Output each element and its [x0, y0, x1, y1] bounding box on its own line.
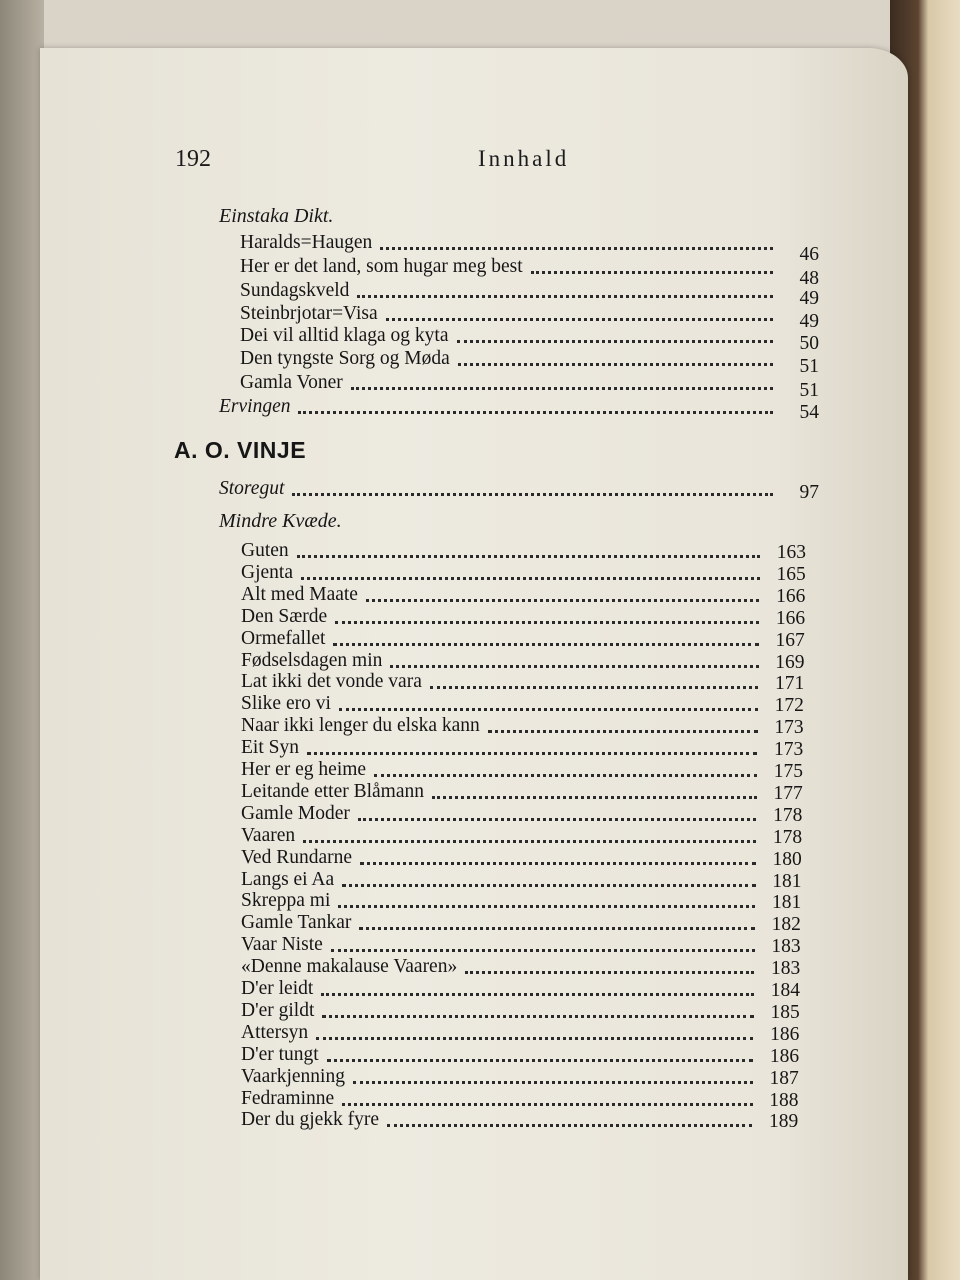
toc-entry: [241, 627, 805, 651]
entry-title: Haralds=Haugen: [240, 232, 373, 253]
entry-title: Gamle Moder: [241, 802, 350, 824]
toc-entry: [241, 693, 804, 717]
entry-title: D'er leidt: [241, 978, 314, 999]
entry-title: Den Særde: [241, 605, 328, 627]
entry-page: 171: [774, 673, 805, 695]
entry-page: 178: [772, 826, 803, 848]
entry-title: Guten: [241, 540, 289, 561]
entry-page: 50: [799, 333, 819, 354]
dot-leader: [458, 363, 773, 366]
dot-leader: [333, 643, 758, 646]
dot-leader: [335, 621, 759, 624]
toc-entry: [241, 890, 802, 914]
entry-page: 167: [775, 629, 805, 651]
entry-title: Sundagskveld: [240, 280, 350, 301]
toc-entry: [241, 999, 800, 1023]
toc-entry: [241, 715, 804, 739]
dot-leader: [342, 884, 755, 887]
page-number: 192: [175, 146, 211, 172]
dot-leader: [366, 599, 759, 602]
toc-entry-ervingen: [219, 396, 819, 423]
toc-entry: [240, 372, 819, 401]
entry-title: Naar ikki lenger du elska kann: [241, 715, 480, 737]
entry-page: 51: [799, 380, 819, 401]
toc-entry: [241, 868, 802, 892]
entry-page: 181: [771, 892, 802, 914]
entry-page: 189: [768, 1111, 799, 1133]
dot-leader: [301, 577, 760, 580]
entry-title: Ervingen: [219, 396, 291, 417]
dot-leader: [298, 411, 773, 414]
toc-entry: [241, 1065, 799, 1089]
dot-leader: [488, 730, 758, 733]
toc-entry: [240, 348, 819, 377]
entry-page: 165: [776, 563, 806, 585]
toc-entry: [240, 303, 819, 332]
dot-leader: [339, 708, 758, 711]
entry-title: Fødselsdagen min: [241, 649, 383, 671]
entry-page: 178: [773, 804, 803, 826]
entry-title: Attersyn: [241, 1021, 309, 1043]
entry-page: 175: [773, 761, 803, 782]
entry-title: Gamla Voner: [240, 372, 343, 393]
dot-leader: [359, 927, 755, 930]
entry-title: Gjenta: [241, 561, 293, 583]
toc-entry: [241, 912, 801, 936]
section-heading-mindre-kvaede: Mindre Kvæde.: [219, 510, 342, 532]
dot-leader: [338, 905, 755, 908]
entry-title: Lat ikki det vonde vara: [241, 671, 422, 693]
toc-entry: [241, 561, 806, 585]
toc-entry-storegut: [219, 478, 819, 503]
entry-page: 183: [771, 958, 801, 980]
dot-leader: [322, 1015, 753, 1018]
toc-entry: [241, 1087, 799, 1111]
entry-title: Ved Rundarne: [241, 846, 353, 868]
dot-leader: [297, 555, 760, 558]
entry-title: Alt med Maate: [241, 583, 358, 605]
toc-entry: [241, 934, 801, 958]
entry-page: 173: [774, 739, 804, 761]
entry-title: «Denne makalause Vaaren»: [241, 956, 458, 978]
entry-page: 181: [772, 870, 802, 892]
toc-entry: [241, 540, 806, 563]
dot-leader: [465, 971, 754, 974]
dot-leader: [351, 387, 773, 390]
entry-title: D'er tungt: [241, 1043, 319, 1065]
toc-entry: [241, 956, 801, 980]
section-heading-einstaka-dikt: Einstaka Dikt.: [219, 205, 334, 227]
entry-page: 186: [770, 1023, 800, 1045]
dot-leader: [357, 295, 773, 298]
entry-page: 183: [771, 936, 801, 958]
entry-title: Der du gjekk fyre: [241, 1109, 380, 1131]
entry-page: 173: [774, 717, 804, 739]
dot-leader: [321, 993, 754, 996]
entry-page: 49: [799, 311, 819, 332]
entry-page: 169: [775, 651, 805, 673]
entry-title: Fedraminne: [241, 1087, 335, 1109]
toc-entry: [241, 824, 803, 848]
dot-leader: [327, 1059, 753, 1062]
entry-title: Vaaren: [241, 824, 296, 846]
entry-page: 177: [773, 782, 803, 804]
entry-page: 97: [799, 482, 819, 503]
toc-entry: [241, 671, 805, 695]
entry-page: 172: [774, 695, 804, 717]
dot-leader: [342, 1103, 752, 1106]
toc-entry: [241, 759, 803, 782]
dot-leader: [316, 1037, 753, 1040]
toc-entry: [241, 737, 804, 761]
dot-leader: [358, 818, 757, 821]
entry-title: Skreppa mi: [241, 890, 331, 912]
entry-title: Eit Syn: [241, 737, 299, 759]
toc-entry: [241, 846, 802, 870]
entry-page: 166: [775, 607, 806, 629]
dot-leader: [531, 271, 773, 274]
toc-entry: [241, 978, 800, 1001]
dot-leader: [387, 1124, 752, 1127]
toc-entry: [240, 325, 819, 354]
toc-entry: [241, 605, 806, 629]
dot-leader: [331, 949, 755, 952]
dot-leader: [307, 752, 757, 755]
dot-leader: [380, 247, 773, 250]
dot-leader: [430, 686, 758, 689]
entry-title: Gamle Tankar: [241, 912, 352, 934]
entry-title: Steinbrjotar=Visa: [240, 303, 378, 324]
entry-title: Dei vil alltid klaga og kyta: [240, 325, 449, 346]
entry-title: Leitande etter Blåmann: [241, 780, 425, 802]
dot-leader: [390, 665, 758, 668]
entry-title: Her er det land, som hugar meg best: [240, 256, 523, 277]
entry-page: 49: [799, 288, 819, 309]
author-heading: A. O. VINJE: [174, 437, 307, 463]
entry-page: 186: [769, 1045, 800, 1067]
dot-leader: [457, 340, 774, 343]
running-title: Innhald: [478, 146, 570, 171]
entry-page: 185: [770, 1001, 800, 1023]
entry-page: 163: [776, 542, 806, 563]
dot-leader: [360, 862, 756, 865]
toc-entry: [241, 1109, 799, 1133]
entry-title: Den tyngste Sorg og Møda: [240, 348, 450, 369]
dot-leader: [292, 493, 773, 496]
toc-entry: [241, 1021, 800, 1045]
toc-entry: [240, 256, 819, 289]
entry-title: Ormefallet: [241, 627, 326, 649]
dot-leader: [432, 796, 757, 799]
entry-title: D'er gildt: [241, 999, 315, 1021]
dot-leader: [353, 1081, 753, 1084]
toc-entry: [241, 583, 806, 607]
entry-title: Her er eg heime: [241, 759, 367, 780]
entry-page: 182: [771, 914, 801, 936]
entry-title: Storegut: [219, 478, 285, 499]
entry-page: 187: [769, 1067, 799, 1089]
entry-page: 48: [799, 268, 819, 289]
entry-page: 180: [772, 848, 802, 870]
entry-title: Langs ei Aa: [241, 868, 335, 890]
entry-page: 46: [799, 244, 819, 265]
toc-entry: [240, 232, 819, 265]
entry-page: 54: [799, 402, 819, 423]
entry-page: 188: [769, 1089, 799, 1111]
dot-leader: [374, 774, 757, 777]
entry-page: 184: [770, 980, 800, 1001]
entry-page: 51: [799, 356, 819, 377]
toc-entry: [241, 649, 805, 673]
dot-leader: [303, 840, 756, 843]
entry-title: Slike ero vi: [241, 693, 331, 715]
toc-entry: [240, 280, 819, 309]
entry-title: Vaar Niste: [241, 934, 323, 956]
toc-entry: [241, 1043, 800, 1067]
dot-leader: [386, 318, 773, 321]
entry-title: Vaarkjenning: [241, 1065, 345, 1087]
toc-entry: [241, 802, 803, 826]
entry-page: 166: [776, 585, 806, 607]
toc-entry: [241, 780, 803, 804]
